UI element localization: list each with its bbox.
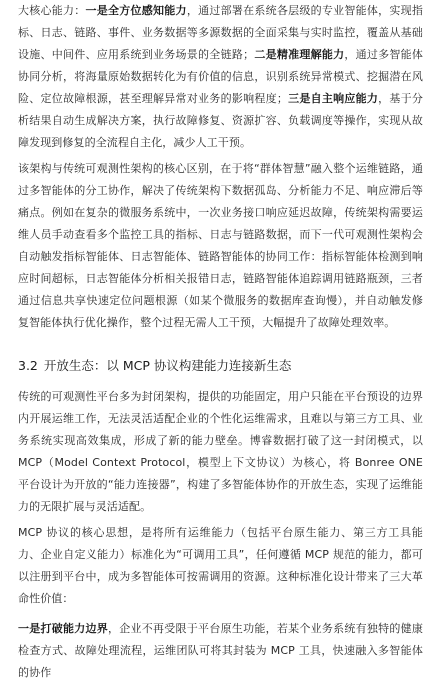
section-heading: [18, 356, 423, 376]
paragraph-mcp-core-idea: MCP 协议的核心思想，是将所有运维能力（包括平台原生能力、第三方工具能力、企业自定义能力）标准化为“可调用工具”，任何遵循 MCP 规范的能力，都可以注册到平台中，成为多智能体可按需调用的资源。这种标准化设计带来了三大革命性价值：: [18, 526, 423, 605]
text-segment: ，通过多智能体协同分析，将海量原始数据转化为有价值的信息，识别系统异常模式、挖掘潜在风险、定位故障根源，甚至理解异常对业务的影响程度；: [18, 48, 423, 105]
paragraph-architecture-difference: 该架构与传统可观测性架构的核心区别，在于将“群体智慧”融入整个运维链路，通过多智能体的分工协作，解决了传统架构下数据孤岛、分析能力不足、响应滞后等痛点。例如在复杂的微服务系统中，一次业务接口响应延迟故障，传统架构需要运维人员手动查看多个监控工具的指标、日志与链路数据，而下一代可观测性架构会自动触发指标智能体、日志智能体、链路智能体的协同工作：指标智能体检测到响应时间超标，日志智能体分析相关报错日志，链路智能体追踪调用链路瓶颈，三者通过信息共享快速定位问题根源（如某个微服务的数据库查询慢），并自动触发修复智能体执行优化操作，整个过程无需人工干预，大幅提升了故障处理效率。: [18, 162, 423, 329]
paragraph-closed-platforms: 传统的可观测性平台多为封闭架构，提供的功能固定，用户只能在平台预设的边界内开展运维工作，无法灵活适配企业的个性化运维需求，且难以与第三方工具、业务系统实现高效集成，形成了新的能力壁垒。博睿数据打破了这一封闭模式，以 MCP（Model Context Protocol，模型上下文协议）为核心，将 Bonree ONE 平台设计为开放的“能力连接器”，构建了多智能体协作的开放生态，实现了运维能力的无限扩展与灵活适配。: [18, 390, 423, 513]
bold-term-break-boundaries: 一是打破能力边界: [18, 622, 109, 635]
bold-term-understanding: 二是精准理解能力: [254, 48, 345, 61]
bold-term-perception: 一是全方位感知能力: [85, 4, 187, 17]
section-number: 3.2: [18, 358, 38, 373]
text-segment: ，通过部署在系统各层级的专业智能体，实现指标、日志、链路、事件、业务数据等多源数据的全面采集与实时监控，覆盖从基础设施、中间件、应用系统到业务场景的全链路；: [18, 4, 423, 61]
text-segment: ，基于分析结果自动生成解决方案，执行故障修复、资源扩容、负载调度等操作，实现从故障发现到修复的全流程自主化，减少人工干预。: [18, 92, 423, 149]
text-segment: 大核心能力：: [18, 4, 86, 17]
bold-term-response: 三是自主响应能力: [287, 92, 379, 105]
paragraph-core-capabilities: [18, 0, 423, 154]
text-segment: ，企业不再受限于平台原生功能，若某个业务系统有独特的健康检查方式、故障处理流程，运维团队可将其封装为 MCP 工具，快速融入多智能体的协作: [18, 622, 423, 679]
paragraph-break-boundaries: [18, 618, 423, 684]
section-title: 开放生态：以 MCP 协议构建能力连接新生态: [43, 358, 292, 373]
